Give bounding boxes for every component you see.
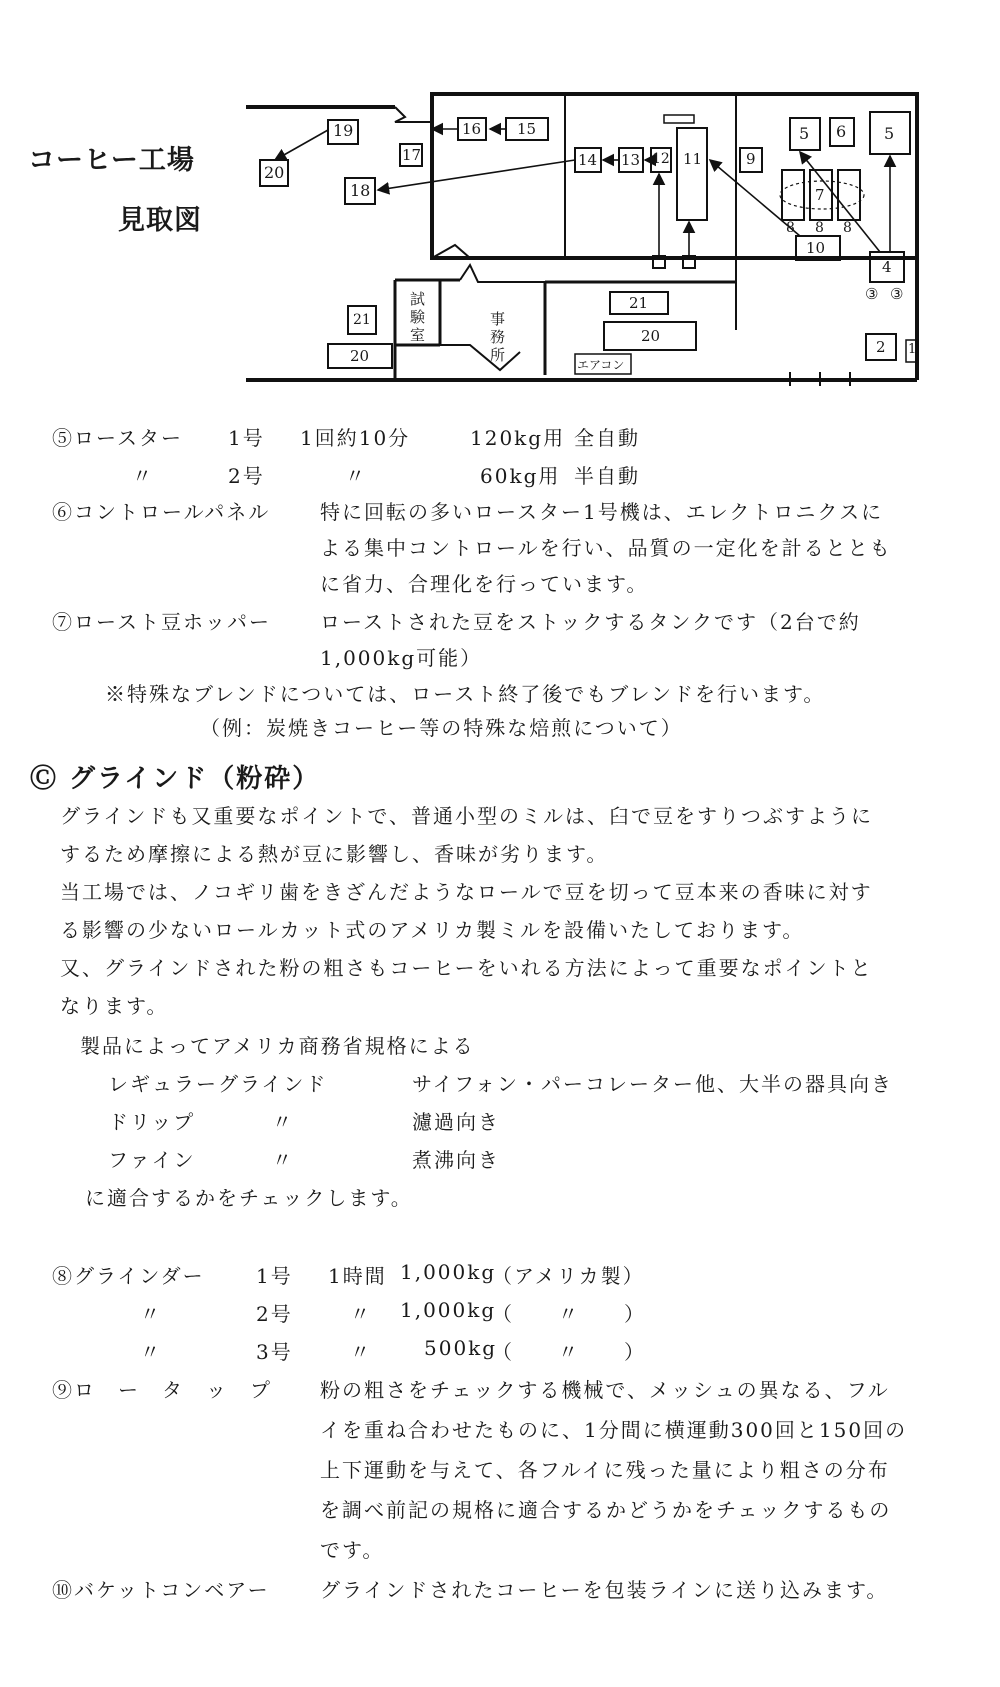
grinder-3-no: 3号	[256, 1340, 293, 1364]
control-panel-line-1: 特に回転の多いロースター1号機は、エレクトロニクスに	[320, 500, 884, 524]
diagram-box-8c: 8	[843, 220, 852, 236]
diagram-box-14: 15	[517, 120, 537, 138]
diagram-marker-3b: ③	[890, 285, 904, 303]
note-1: ※特殊なブレンドについては、ロースト終了後でもブレンドを行います。	[105, 682, 826, 706]
roaster-2-no: 2号	[228, 464, 265, 488]
roaster-2-ditto: 〃	[132, 464, 154, 488]
diagram-box-5b: 5	[884, 124, 895, 143]
standards-outro: に適合するかをチェックします。	[85, 1186, 413, 1210]
grinder-2-origin: （ 〃 ）	[492, 1302, 646, 1326]
roaster-2-cap: 60kg用	[480, 464, 561, 488]
diagram-box-15: 16	[462, 120, 482, 138]
diagram-box-11a: 12	[652, 151, 670, 167]
diagram-box-21b: 21	[629, 294, 649, 312]
roaster-1-cap: 120kg用	[470, 426, 566, 450]
diagram-box-6: 6	[836, 122, 847, 141]
rotap-line-2: イを重ね合わせたものに、1分間に横運動300回と150回の	[320, 1418, 908, 1442]
section-c-para-5: 又、グラインドされた粉の粗さもコーヒーをいれる方法によって重要なポイントと	[60, 956, 873, 980]
standard-1-name: レギュラーグラインド	[108, 1072, 328, 1096]
diagram-box-9: 9	[746, 150, 756, 168]
diagram-label-aircon: エアコン	[577, 358, 625, 372]
grinder-3-qty: 500kg	[424, 1336, 498, 1360]
diagram-title: コーヒー工場	[28, 145, 195, 176]
diagram-marker-3a: ③	[865, 285, 879, 303]
rotap-line-4: を調べ前記の規格に適合するかどうかをチェックするもの	[320, 1498, 892, 1522]
diagram-box-20a: 20	[350, 347, 370, 365]
grinder-2-ditto: 〃	[140, 1302, 162, 1326]
roaster-1-time: 1回約10分	[300, 426, 411, 450]
conveyor-text: グラインドされたコーヒーを包装ラインに送り込みます。	[320, 1578, 889, 1602]
diagram-box-10: 10	[806, 239, 826, 257]
hopper-name: ⑦ロースト豆ホッパー	[52, 610, 271, 634]
diagram-box-5a: 5	[799, 124, 810, 143]
rotap-line-1: 粉の粗さをチェックする機械で、メッシュの異なる、フル	[320, 1378, 890, 1402]
diagram-box-7: 7	[815, 186, 825, 204]
standard-2-use: 濾過向き	[412, 1110, 500, 1134]
diagram-box-12: 13	[621, 151, 641, 169]
roaster-1-no: 1号	[228, 426, 265, 450]
control-panel-name: ⑥コントロールパネル	[52, 500, 271, 524]
section-c-para-3: 当工場では、ノコギリ歯をきざんだようなロールで豆を切って豆本来の香味に対す	[60, 880, 873, 904]
roaster-2-mode: 半自動	[574, 464, 640, 488]
diagram-box-20b: 20	[641, 327, 661, 345]
diagram-box-8a: 8	[786, 220, 795, 236]
diagram-box-8b: 8	[815, 220, 824, 236]
standard-2-ditto: 〃	[272, 1110, 294, 1134]
diagram-box-2: 2	[876, 338, 886, 356]
diagram-box-19: 20	[264, 163, 285, 182]
section-c-para-4: る影響の少ないロールカット式のアメリカ製ミルを設備いたしております。	[60, 918, 805, 942]
diagram-label-office: 事務所	[490, 310, 506, 364]
hopper-line-1: ローストされた豆をストックするタンクです（2台で約	[320, 610, 861, 634]
grinder-1-name: ⑧グラインダー	[52, 1264, 205, 1288]
standard-2-name: ドリップ	[108, 1110, 196, 1134]
grinder-1-origin: （アメリカ製）	[492, 1264, 645, 1288]
standard-3-use: 煮沸向き	[412, 1148, 500, 1172]
control-panel-line-2: よる集中コントロールを行い、品質の一定化を計るととも	[320, 536, 892, 560]
diagram-box-16: 17	[402, 146, 422, 164]
diagram-box-18: 19	[333, 121, 354, 140]
conveyor-name: ⑩バケットコンベアー	[52, 1578, 270, 1602]
grinder-2-qty: 1,000kg	[400, 1298, 497, 1322]
roaster-2-time: 〃	[345, 464, 367, 488]
diagram-box-11: 11	[683, 150, 703, 168]
section-c-para-1: グラインドも又重要なポイントで、普通小型のミルは、臼で豆をすりつぶすように	[60, 804, 873, 828]
grinder-3-ditto: 〃	[140, 1340, 162, 1364]
roaster-1-name: ⑤ロースター	[52, 426, 183, 450]
standard-3-ditto: 〃	[272, 1148, 294, 1172]
rotap-line-5: です。	[320, 1538, 385, 1562]
grinder-1-rate: 1時間	[328, 1264, 387, 1288]
rotap-line-3: 上下運動を与えて、各フルイに残った量により粗さの分布	[320, 1458, 890, 1482]
diagram-box-4: 4	[882, 258, 892, 276]
grinder-3-rate: 〃	[350, 1340, 372, 1364]
standard-3-name: ファイン	[108, 1148, 196, 1172]
diagram-box-17: 18	[350, 181, 371, 200]
grinder-2-rate: 〃	[350, 1302, 372, 1326]
grinder-3-origin: （ 〃 ）	[492, 1340, 646, 1364]
section-c-para-2: するため摩擦による熱が豆に影響し、香味が劣ります。	[60, 842, 609, 866]
standard-1-use: サイフォン・パーコレーター他、大半の器具向き	[412, 1072, 893, 1096]
standards-intro: 製品によってアメリカ商務省規格による	[80, 1034, 475, 1058]
hopper-line-2: 1,000kg可能）	[320, 646, 483, 670]
rotap-name: ⑨ロ ー タ ッ プ	[52, 1378, 272, 1402]
grinder-1-no: 1号	[256, 1264, 293, 1288]
grinder-2-no: 2号	[256, 1302, 293, 1326]
diagram-box-21a: 21	[353, 312, 371, 328]
diagram-box-1: 1	[908, 342, 917, 357]
section-c-heading: Ⓒ グラインド（粉砕）	[30, 764, 321, 794]
note-2: （例：炭焼きコーヒー等の特殊な焙煎について）	[200, 716, 683, 740]
roaster-1-mode: 全自動	[574, 426, 640, 450]
diagram-box-13: 14	[578, 151, 598, 169]
section-c-para-6: なります。	[60, 994, 169, 1018]
diagram-subtitle: 見取図	[118, 205, 202, 236]
grinder-1-qty: 1,000kg	[400, 1260, 497, 1284]
diagram-label-test-room: 試験室	[410, 290, 426, 344]
control-panel-line-3: に省力、合理化を行っています。	[320, 572, 649, 596]
